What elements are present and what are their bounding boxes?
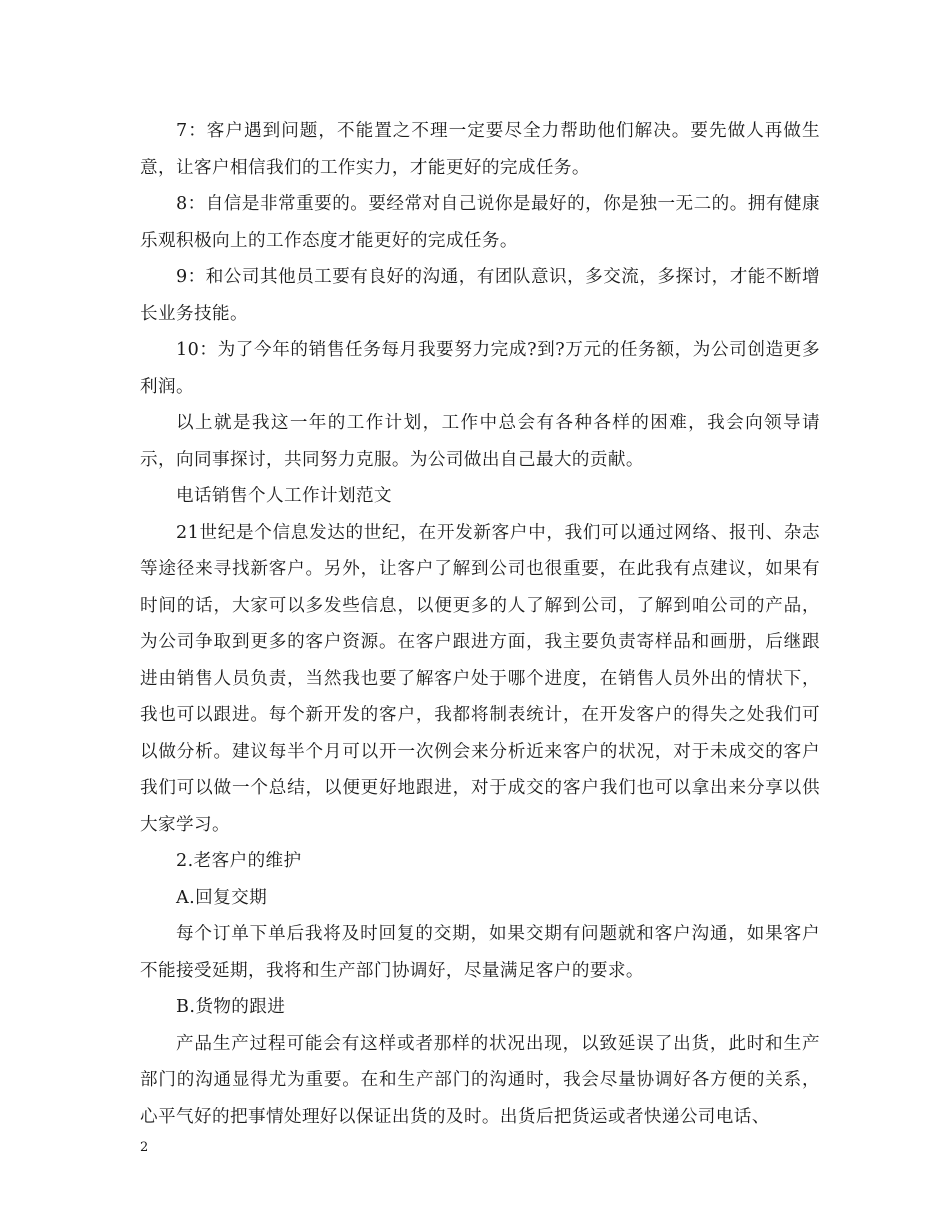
paragraph-item-8: 8：自信是非常重要的。要经常对自己说你是最好的，你是独一无二的。拥有健康乐观积极向上的工作态度才能更好的完成任务。 (140, 194, 820, 251)
subsection-heading-old-customers: 2.老客户的维护 (176, 851, 302, 871)
page-number: 2 (140, 1140, 149, 1155)
subsection-heading-reply-delivery: A.回复交期 (176, 887, 268, 908)
subsection-heading-goods-followup: B.货物的跟进 (176, 997, 286, 1017)
section-title: 电话销售个人工作计划范文 (176, 486, 392, 506)
paragraph-reply-delivery: 每个订单下单后我将及时回复的交期，如果交期有问题就和客户沟通，如果客户不能接受延期，我将和生产部门协调好，尽量满足客户的要求。 (140, 924, 820, 981)
paragraph-item-7: 7：客户遇到问题，不能置之不理一定要尽全力帮助他们解决。要先做人再做生意，让客户相信我们的工作实力，才能更好的完成任务。 (140, 121, 820, 178)
paragraph-goods-followup: 产品生产过程可能会有这样或者那样的状况出现，以致延误了出货，此时和生产部门的沟通显得尤为重要。在和生产部门的沟通时，我会尽量协调好各方便的关系，心平气好的把事情处理好以保证出货的及时。出货后把货运或者快递公司电话、 (140, 1033, 820, 1127)
paragraph-summary: 以上就是我这一年的工作计划，工作中总会有各种各样的困难，我会向领导请示，向同事探讨，共同努力克服。为公司做出自己最大的贡献。 (140, 413, 820, 470)
paragraph-item-9: 9：和公司其他员工要有良好的沟通，有团队意识，多交流，多探讨，才能不断增长业务技能。 (140, 267, 820, 324)
paragraph-new-customers: 21世纪是个信息发达的世纪，在开发新客户中，我们可以通过网络、报刊、杂志等途径来寻找新客户。另外，让客户了解到公司也很重要，在此我有点建议，如果有时间的话，大家可以多发些信息，以便更多的人了解到公司，了解到咱公司的产品，为公司争取到更多的客户资源。在客户跟进方面，我主要负责寄样品和画册，后继跟进由销售人员负责，当然我也要了解客户处于哪个进度，在销售人员外出的情状下，我也可以跟进。每个新开发的客户，我都将制表统计，在开发客户的得失之处我们可以做分析。建议每半个月可以开一次例会来分析近来客户的状况，对于未成交的客户我们可以做一个总结，以便更好地跟进，对于成交的客户我们也可以拿出来分享以供大家学习。 (140, 522, 820, 835)
paragraph-item-10: 10：为了今年的销售任务每月我要努力完成?到?万元的任务额，为公司创造更多利润。 (140, 340, 820, 397)
document-body (140, 113, 820, 1135)
